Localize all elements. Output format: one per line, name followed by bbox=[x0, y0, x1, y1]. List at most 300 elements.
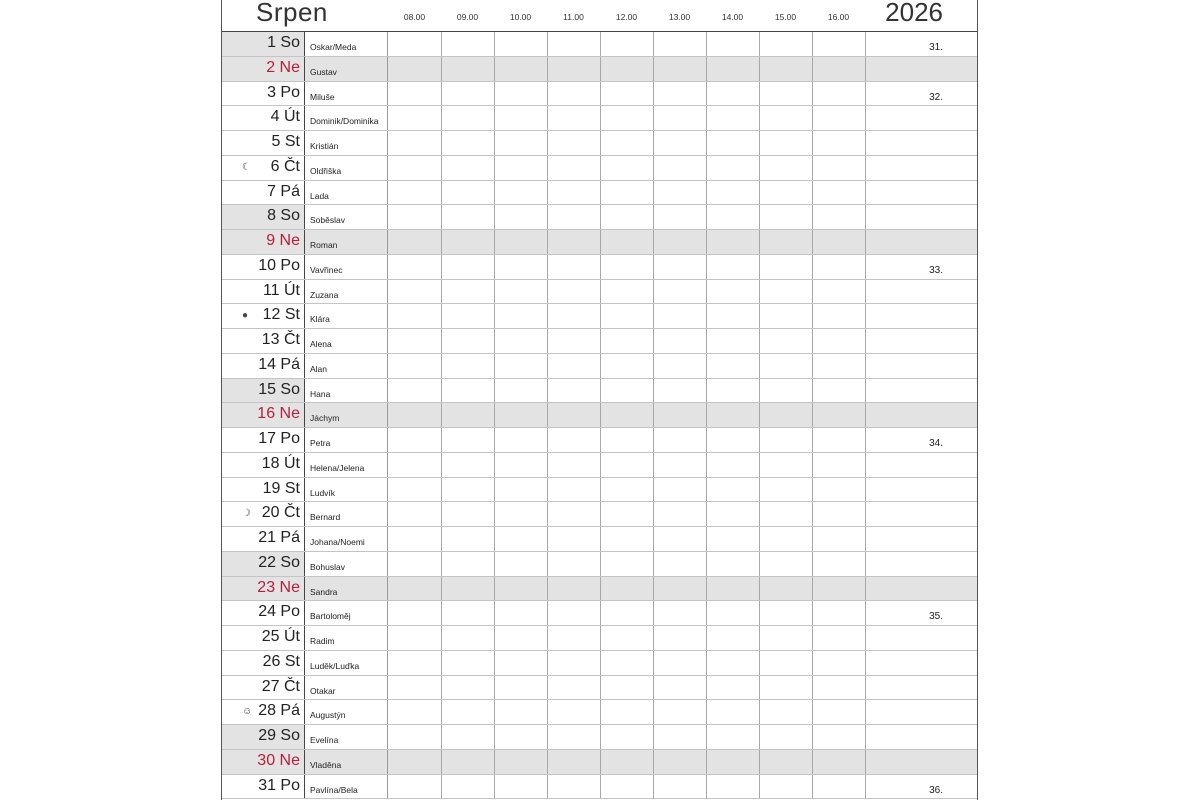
grid-divider bbox=[759, 428, 760, 452]
day-cell bbox=[222, 230, 305, 254]
day-cell bbox=[222, 329, 305, 353]
grid-divider bbox=[812, 527, 813, 551]
hour-grid[interactable] bbox=[388, 428, 977, 452]
moon-phase-icon: ☺ bbox=[242, 706, 253, 718]
grid-divider bbox=[494, 32, 495, 56]
day-cell bbox=[222, 577, 305, 601]
day-cell bbox=[222, 502, 305, 526]
grid-divider bbox=[653, 775, 654, 799]
day-row bbox=[222, 700, 977, 725]
hour-grid[interactable] bbox=[388, 230, 977, 254]
grid-divider bbox=[494, 106, 495, 130]
hour-grid[interactable] bbox=[388, 700, 977, 724]
grid-divider bbox=[600, 502, 601, 526]
grid-divider bbox=[547, 181, 548, 205]
grid-divider bbox=[494, 181, 495, 205]
hour-grid[interactable] bbox=[388, 354, 977, 378]
day-row bbox=[222, 304, 977, 329]
grid-divider bbox=[441, 676, 442, 700]
grid-divider bbox=[441, 181, 442, 205]
grid-divider bbox=[600, 750, 601, 774]
day-cell bbox=[222, 106, 305, 130]
grid-divider bbox=[441, 205, 442, 229]
grid-divider bbox=[600, 403, 601, 427]
grid-divider bbox=[759, 527, 760, 551]
grid-divider bbox=[547, 379, 548, 403]
day-cell bbox=[222, 181, 305, 205]
grid-divider bbox=[759, 552, 760, 576]
nameday-cell bbox=[305, 181, 388, 205]
grid-divider bbox=[547, 676, 548, 700]
grid-divider bbox=[865, 626, 866, 650]
grid-divider bbox=[759, 304, 760, 328]
grid-divider bbox=[706, 725, 707, 749]
grid-divider bbox=[547, 57, 548, 81]
nameday-cell bbox=[305, 725, 388, 749]
nameday-label: Johana/Noemi bbox=[310, 537, 365, 547]
grid-divider bbox=[759, 453, 760, 477]
nameday-label: Petra bbox=[310, 438, 331, 448]
grid-divider bbox=[547, 478, 548, 502]
day-label: 22 So bbox=[258, 553, 300, 571]
nameday-label: Dominik/Dominika bbox=[310, 116, 379, 127]
grid-divider bbox=[812, 552, 813, 576]
grid-divider bbox=[759, 775, 760, 799]
day-cell bbox=[222, 527, 305, 551]
grid-divider bbox=[812, 775, 813, 799]
grid-divider bbox=[494, 502, 495, 526]
grid-divider bbox=[865, 502, 866, 526]
grid-divider bbox=[441, 577, 442, 601]
grid-divider bbox=[600, 280, 601, 304]
nameday-cell bbox=[305, 676, 388, 700]
day-label: 5 St bbox=[271, 133, 300, 150]
hour-grid[interactable] bbox=[388, 379, 977, 403]
grid-divider bbox=[494, 205, 495, 229]
grid-divider bbox=[865, 379, 866, 403]
day-row bbox=[222, 478, 977, 503]
grid-divider bbox=[547, 106, 548, 130]
grid-divider bbox=[759, 651, 760, 675]
nameday-cell bbox=[305, 304, 388, 328]
day-cell bbox=[222, 725, 305, 749]
grid-divider bbox=[547, 304, 548, 328]
nameday-label: Sandra bbox=[310, 586, 338, 597]
grid-divider bbox=[865, 230, 866, 254]
grid-divider bbox=[759, 230, 760, 254]
hour-grid[interactable] bbox=[388, 131, 977, 155]
grid-divider bbox=[812, 354, 813, 378]
hour-grid[interactable] bbox=[388, 106, 977, 130]
day-label: 13 Čt bbox=[261, 331, 300, 348]
grid-divider bbox=[759, 255, 760, 279]
grid-divider bbox=[706, 577, 707, 601]
grid-divider bbox=[600, 329, 601, 353]
grid-divider bbox=[547, 750, 548, 774]
nameday-label: Lada bbox=[310, 190, 329, 201]
hour-grid[interactable] bbox=[388, 651, 977, 675]
grid-divider bbox=[865, 280, 866, 304]
grid-divider bbox=[812, 131, 813, 155]
day-row bbox=[222, 552, 977, 577]
grid-divider bbox=[812, 676, 813, 700]
grid-divider bbox=[653, 577, 654, 601]
grid-divider bbox=[759, 478, 760, 502]
grid-divider bbox=[547, 280, 548, 304]
nameday-cell bbox=[305, 82, 388, 106]
day-row bbox=[222, 379, 977, 404]
grid-divider bbox=[441, 626, 442, 650]
grid-divider bbox=[759, 82, 760, 106]
grid-divider bbox=[759, 379, 760, 403]
grid-divider bbox=[759, 676, 760, 700]
grid-divider bbox=[494, 601, 495, 625]
grid-divider bbox=[494, 131, 495, 155]
nameday-label: Oldřiška bbox=[310, 165, 342, 176]
nameday-label: Miluše bbox=[310, 91, 335, 102]
day-label: 26 St bbox=[262, 652, 300, 670]
grid-divider bbox=[653, 32, 654, 56]
grid-divider bbox=[706, 676, 707, 700]
nameday-cell bbox=[305, 156, 388, 180]
day-row bbox=[222, 527, 977, 552]
day-label: 31 Po bbox=[258, 776, 300, 794]
day-cell bbox=[222, 205, 305, 229]
grid-divider bbox=[653, 750, 654, 774]
day-label: 23 Ne bbox=[257, 578, 300, 596]
grid-divider bbox=[706, 230, 707, 254]
grid-divider bbox=[865, 304, 866, 328]
nameday-cell bbox=[305, 577, 388, 601]
nameday-cell bbox=[305, 106, 388, 130]
grid-divider bbox=[759, 601, 760, 625]
hour-grid[interactable] bbox=[388, 32, 977, 56]
day-cell bbox=[222, 775, 305, 799]
grid-divider bbox=[600, 106, 601, 130]
nameday-label: Helena/Jelena bbox=[310, 462, 365, 473]
day-row bbox=[222, 354, 977, 379]
grid-divider bbox=[547, 700, 548, 724]
day-row bbox=[222, 502, 977, 527]
nameday-cell bbox=[305, 502, 388, 526]
grid-divider bbox=[865, 106, 866, 130]
grid-divider bbox=[600, 700, 601, 724]
grid-divider bbox=[441, 775, 442, 799]
hour-grid[interactable] bbox=[388, 775, 977, 799]
grid-divider bbox=[547, 255, 548, 279]
grid-divider bbox=[653, 131, 654, 155]
day-label: 19 St bbox=[262, 479, 300, 497]
day-label: 11 Út bbox=[262, 281, 300, 299]
grid-divider bbox=[812, 255, 813, 279]
nameday-label: Bernard bbox=[310, 512, 341, 523]
day-label: 28 Pá bbox=[258, 702, 300, 720]
day-cell bbox=[222, 453, 305, 477]
grid-divider bbox=[865, 775, 866, 799]
hour-grid[interactable] bbox=[388, 502, 977, 526]
grid-divider bbox=[865, 676, 866, 700]
nameday-label: Roman bbox=[310, 240, 338, 250]
grid-divider bbox=[494, 676, 495, 700]
grid-divider bbox=[706, 552, 707, 576]
grid-divider bbox=[653, 453, 654, 477]
hour-grid[interactable] bbox=[388, 552, 977, 576]
grid-divider bbox=[812, 725, 813, 749]
year-title: 2026 bbox=[885, 0, 943, 27]
hour-grid[interactable] bbox=[388, 478, 977, 502]
grid-divider bbox=[759, 700, 760, 724]
nameday-cell bbox=[305, 329, 388, 353]
hour-grid[interactable] bbox=[388, 577, 977, 601]
grid-divider bbox=[441, 453, 442, 477]
grid-divider bbox=[441, 82, 442, 106]
grid-divider bbox=[865, 57, 866, 81]
day-label: 4 Út bbox=[270, 108, 300, 126]
hour-grid[interactable] bbox=[388, 601, 977, 625]
grid-divider bbox=[494, 478, 495, 502]
hour-label: 09.00 bbox=[456, 12, 479, 22]
nameday-label: Kristián bbox=[310, 141, 339, 151]
grid-divider bbox=[653, 379, 654, 403]
grid-divider bbox=[653, 106, 654, 130]
grid-divider bbox=[706, 626, 707, 650]
hour-label: 14.00 bbox=[721, 12, 744, 22]
grid-divider bbox=[600, 131, 601, 155]
day-row bbox=[222, 32, 977, 57]
hour-grid[interactable] bbox=[388, 725, 977, 749]
hour-grid[interactable] bbox=[388, 329, 977, 353]
grid-divider bbox=[759, 131, 760, 155]
grid-divider bbox=[653, 205, 654, 229]
grid-divider bbox=[441, 379, 442, 403]
grid-divider bbox=[600, 205, 601, 229]
grid-divider bbox=[494, 428, 495, 452]
hour-grid[interactable] bbox=[388, 156, 977, 180]
day-label: 21 Pá bbox=[258, 529, 300, 546]
grid-divider bbox=[653, 57, 654, 81]
hour-grid[interactable] bbox=[388, 205, 977, 229]
nameday-cell bbox=[305, 527, 388, 551]
grid-divider bbox=[441, 651, 442, 675]
grid-divider bbox=[812, 577, 813, 601]
grid-divider bbox=[812, 601, 813, 625]
grid-divider bbox=[706, 304, 707, 328]
day-row bbox=[222, 106, 977, 131]
nameday-cell bbox=[305, 255, 388, 279]
week-number: 33. bbox=[929, 264, 943, 276]
hour-grid[interactable] bbox=[388, 676, 977, 700]
day-row bbox=[222, 601, 977, 626]
hour-grid[interactable] bbox=[388, 527, 977, 551]
grid-divider bbox=[812, 453, 813, 477]
day-label: 18 Út bbox=[261, 454, 300, 472]
grid-divider bbox=[865, 403, 866, 427]
grid-divider bbox=[441, 725, 442, 749]
grid-divider bbox=[441, 354, 442, 378]
hour-grid[interactable] bbox=[388, 750, 977, 774]
nameday-label: Luděk/Luďka bbox=[310, 660, 360, 671]
day-cell bbox=[222, 255, 305, 279]
day-row bbox=[222, 626, 977, 651]
day-cell bbox=[222, 82, 305, 106]
day-row bbox=[222, 403, 977, 428]
day-cell bbox=[222, 626, 305, 650]
grid-divider bbox=[600, 428, 601, 452]
grid-divider bbox=[759, 626, 760, 650]
grid-divider bbox=[600, 453, 601, 477]
grid-divider bbox=[706, 32, 707, 56]
day-label: 29 So bbox=[258, 727, 300, 744]
grid-divider bbox=[494, 304, 495, 328]
grid-divider bbox=[600, 379, 601, 403]
hour-grid[interactable] bbox=[388, 626, 977, 650]
nameday-label: Zuzana bbox=[310, 289, 339, 300]
grid-divider bbox=[812, 106, 813, 130]
day-cell bbox=[222, 57, 305, 81]
grid-divider bbox=[706, 354, 707, 378]
grid-divider bbox=[494, 725, 495, 749]
grid-divider bbox=[441, 57, 442, 81]
grid-divider bbox=[865, 700, 866, 724]
grid-divider bbox=[441, 403, 442, 427]
grid-divider bbox=[812, 304, 813, 328]
grid-divider bbox=[600, 725, 601, 749]
day-row bbox=[222, 205, 977, 230]
nameday-label: Ludvík bbox=[310, 487, 336, 498]
grid-divider bbox=[759, 181, 760, 205]
grid-divider bbox=[706, 280, 707, 304]
nameday-cell bbox=[305, 280, 388, 304]
grid-divider bbox=[653, 354, 654, 378]
grid-divider bbox=[653, 725, 654, 749]
grid-divider bbox=[547, 82, 548, 106]
grid-divider bbox=[600, 32, 601, 56]
grid-divider bbox=[759, 329, 760, 353]
day-row bbox=[222, 57, 977, 82]
nameday-label: Alena bbox=[310, 339, 332, 349]
nameday-cell bbox=[305, 354, 388, 378]
hour-grid[interactable] bbox=[388, 82, 977, 106]
grid-divider bbox=[653, 280, 654, 304]
nameday-label: Alan bbox=[310, 363, 328, 374]
grid-divider bbox=[812, 181, 813, 205]
nameday-label: Bohuslav bbox=[310, 561, 345, 572]
grid-divider bbox=[706, 750, 707, 774]
grid-divider bbox=[865, 428, 866, 452]
nameday-cell bbox=[305, 601, 388, 625]
grid-divider bbox=[600, 181, 601, 205]
grid-divider bbox=[865, 255, 866, 279]
hour-grid[interactable] bbox=[388, 304, 977, 328]
day-label: 17 Po bbox=[258, 430, 300, 447]
day-label: 10 Po bbox=[258, 256, 300, 274]
grid-divider bbox=[547, 601, 548, 625]
grid-divider bbox=[812, 205, 813, 229]
day-row bbox=[222, 428, 977, 453]
grid-divider bbox=[865, 651, 866, 675]
nameday-label: Klára bbox=[310, 314, 330, 325]
nameday-label: Hana bbox=[310, 388, 331, 399]
day-cell bbox=[222, 478, 305, 502]
grid-divider bbox=[441, 478, 442, 502]
grid-divider bbox=[706, 428, 707, 452]
grid-divider bbox=[547, 156, 548, 180]
grid-divider bbox=[494, 453, 495, 477]
week-number: 32. bbox=[929, 91, 943, 103]
grid-divider bbox=[547, 527, 548, 551]
grid-divider bbox=[653, 82, 654, 106]
grid-divider bbox=[547, 205, 548, 229]
grid-divider bbox=[653, 403, 654, 427]
day-label: 30 Ne bbox=[257, 751, 300, 769]
grid-divider bbox=[600, 255, 601, 279]
grid-divider bbox=[547, 775, 548, 799]
hour-grid[interactable] bbox=[388, 181, 977, 205]
day-row bbox=[222, 725, 977, 750]
grid-divider bbox=[865, 354, 866, 378]
grid-divider bbox=[441, 106, 442, 130]
grid-divider bbox=[494, 552, 495, 576]
grid-divider bbox=[494, 255, 495, 279]
grid-divider bbox=[653, 181, 654, 205]
day-cell bbox=[222, 32, 305, 56]
nameday-label: Bartoloměj bbox=[310, 611, 351, 622]
day-row bbox=[222, 329, 977, 354]
grid-divider bbox=[759, 577, 760, 601]
hour-grid[interactable] bbox=[388, 403, 977, 427]
grid-divider bbox=[600, 651, 601, 675]
grid-divider bbox=[494, 577, 495, 601]
grid-divider bbox=[812, 750, 813, 774]
grid-divider bbox=[600, 230, 601, 254]
week-number: 35. bbox=[929, 611, 943, 623]
grid-divider bbox=[812, 379, 813, 403]
nameday-label: Evelína bbox=[310, 735, 339, 745]
grid-divider bbox=[547, 453, 548, 477]
grid-divider bbox=[653, 478, 654, 502]
grid-divider bbox=[759, 106, 760, 130]
day-cell bbox=[222, 601, 305, 625]
day-cell bbox=[222, 156, 305, 180]
day-row bbox=[222, 453, 977, 478]
hour-grid[interactable] bbox=[388, 280, 977, 304]
grid-divider bbox=[441, 502, 442, 526]
grid-divider bbox=[441, 527, 442, 551]
day-row bbox=[222, 577, 977, 602]
grid-divider bbox=[441, 552, 442, 576]
grid-divider bbox=[600, 82, 601, 106]
moon-phase-icon: ● bbox=[242, 310, 249, 322]
hour-grid[interactable] bbox=[388, 57, 977, 81]
day-label: 27 Čt bbox=[261, 677, 300, 695]
grid-divider bbox=[653, 502, 654, 526]
day-cell bbox=[222, 428, 305, 452]
day-label: 2 Ne bbox=[266, 58, 300, 76]
grid-divider bbox=[706, 106, 707, 130]
grid-divider bbox=[547, 626, 548, 650]
day-row bbox=[222, 230, 977, 255]
hour-grid[interactable] bbox=[388, 255, 977, 279]
day-cell bbox=[222, 700, 305, 724]
grid-divider bbox=[706, 775, 707, 799]
nameday-cell bbox=[305, 57, 388, 81]
grid-divider bbox=[653, 156, 654, 180]
grid-divider bbox=[812, 32, 813, 56]
hour-label: 08.00 bbox=[403, 12, 426, 22]
nameday-cell bbox=[305, 651, 388, 675]
week-number: 34. bbox=[929, 438, 943, 449]
hour-grid[interactable] bbox=[388, 453, 977, 477]
